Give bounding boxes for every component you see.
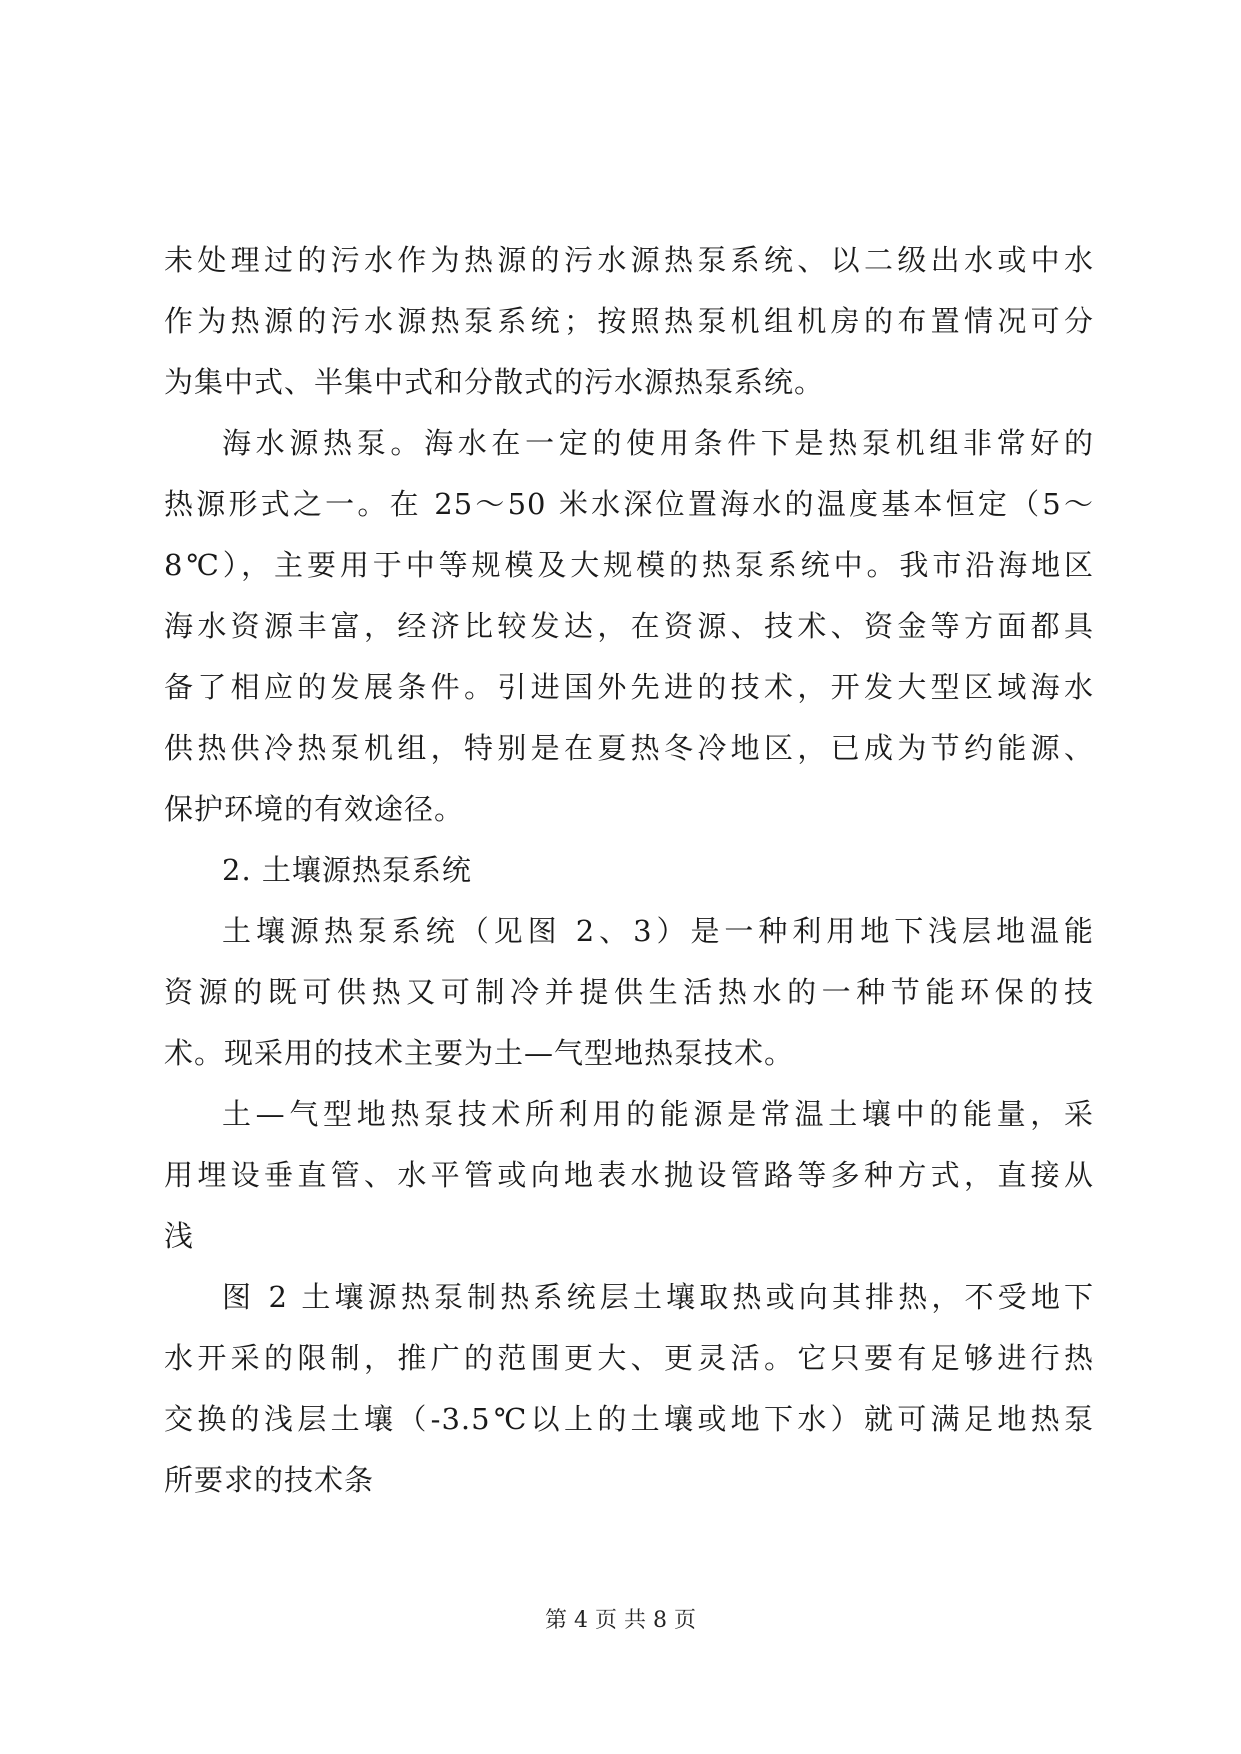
text-line: 热源形式之一。在 25～50 米水深位置海水的温度基本恒定（5～ [164,487,1094,521]
paragraph [164,230,1094,413]
text-line: 用埋设垂直管、水平管或向地表水抛设管路等多种方式，直接从 [164,1158,1094,1192]
text-line: 海水源热泵。海水在一定的使用条件下是热泵机组非常好的 [222,426,1094,460]
text-line: 8℃），主要用于中等规模及大规模的热泵系统中。我市沿海地区 [164,548,1094,582]
text-line: 土—气型地热泵技术所利用的能源是常温土壤中的能量，采 [222,1097,1094,1131]
section-heading [164,840,1094,901]
page-number-footer: 第 4 页 共 8 页 [545,1608,696,1633]
text-line: 水开采的限制，推广的范围更大、更灵活。它只要有足够进行热 [164,1341,1094,1375]
text-line: 为集中式、半集中式和分散式的污水源热泵系统。 [164,365,825,399]
text-line: 未处理过的污水作为热源的污水源热泵系统、以二级出水或中水 [164,243,1094,277]
document-body [164,230,1094,1511]
text-line: 土壤源热泵系统（见图 2、3）是一种利用地下浅层地温能 [222,914,1094,948]
text-line: 保护环境的有效途径。 [164,792,465,826]
text-line: 所要求的技术条 [164,1463,375,1497]
text-line: 浅 [164,1219,195,1253]
paragraph [164,1084,1094,1267]
text-line: 作为热源的污水源热泵系统；按照热泵机组机房的布置情况可分 [164,304,1094,338]
text-line: 2. 土壤源热泵系统 [222,853,472,887]
text-line: 海水资源丰富，经济比较发达，在资源、技术、资金等方面都具 [164,609,1094,643]
text-line: 术。现采用的技术主要为土—气型地热泵技术。 [164,1036,795,1070]
text-line: 资源的既可供热又可制冷并提供生活热水的一种节能环保的技 [164,975,1094,1009]
text-line: 备了相应的发展条件。引进国外先进的技术，开发大型区域海水 [164,670,1094,704]
paragraph [164,1267,1094,1511]
paragraph [164,901,1094,1084]
text-line: 供热供冷热泵机组，特别是在夏热冬冷地区，已成为节约能源、 [164,731,1094,765]
text-line: 图 2 土壤源热泵制热系统层土壤取热或向其排热，不受地下 [222,1280,1094,1314]
text-line: 交换的浅层土壤（-3.5℃以上的土壤或地下水）就可满足地热泵 [164,1402,1094,1436]
paragraph [164,413,1094,840]
